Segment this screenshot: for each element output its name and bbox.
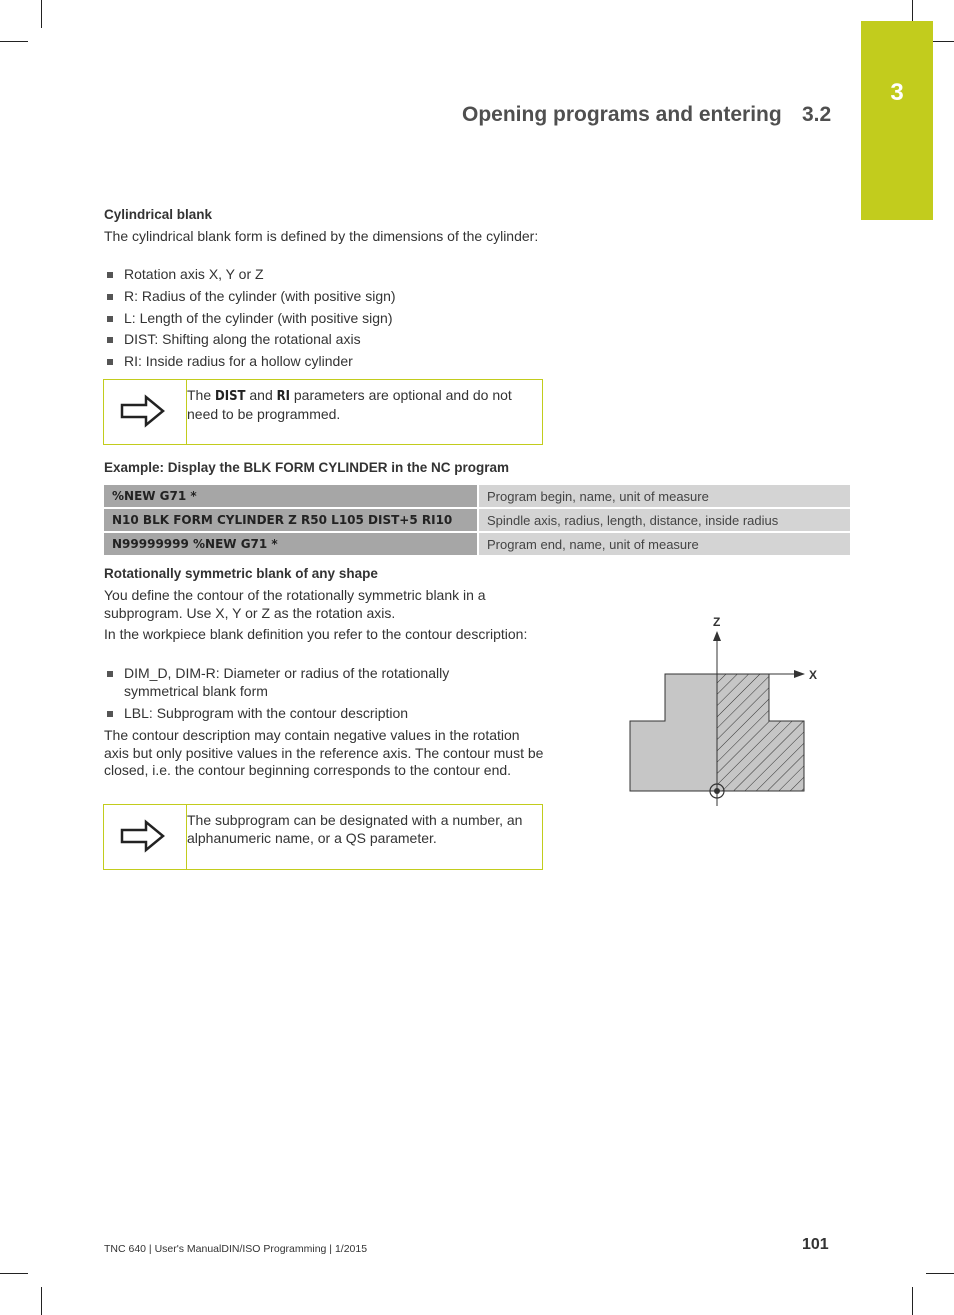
bullet-icon [107, 316, 113, 322]
page-number: 101 [802, 1236, 829, 1253]
ri-parameter: RI [276, 389, 290, 404]
bullet-icon [107, 337, 113, 343]
nc-code-cell: N10 BLK FORM CYLINDER Z R50 L105 DIST+5 RI10 [104, 509, 477, 531]
arrow-right-icon [120, 394, 166, 428]
cylindrical-intro: The cylindrical blank form is defined by the dimensions of the cylinder: [104, 228, 539, 244]
table-row [104, 485, 850, 507]
crop-mark [912, 1287, 913, 1315]
note-box [103, 804, 543, 870]
nc-code-cell: N99999999 %NEW G71 * [104, 533, 477, 555]
crop-mark [0, 41, 28, 42]
rotational-para-3: The contour description may contain negative values in the rotation axis but only positive values in the reference axis. The contour must be closed, i.e. the contour beginning corresponds to the contour end. [104, 727, 544, 778]
nc-code-cell: %NEW G71 * [104, 485, 477, 507]
bullet-icon [107, 671, 113, 677]
rotational-para-1: You define the contour of the rotationally symmetric blank in a subprogram. Use X, Y or Z as the rotation axis. [104, 587, 486, 621]
example-heading: Example: Display the BLK FORM CYLINDER in the NC program [104, 460, 510, 475]
bullet-icon [107, 359, 113, 365]
table-row [104, 533, 850, 555]
z-axis-label: Z [713, 615, 721, 629]
dist-parameter: DIST [215, 389, 246, 404]
list-item: RI: Inside radius for a hollow cylinder [104, 353, 544, 371]
x-axis-label: X [809, 668, 818, 682]
bullet-icon [107, 294, 113, 300]
blank-left-half [630, 674, 717, 791]
list-item: DIST: Shifting along the rotational axis [104, 331, 544, 349]
crop-mark [41, 1287, 42, 1315]
chapter-tab [861, 21, 933, 220]
cylindrical-heading: Cylindrical blank [104, 207, 213, 222]
list-item: R: Radius of the cylinder (with positive sign) [104, 288, 544, 306]
section-number: 3.2 [802, 103, 832, 126]
chapter-number: 3 [890, 79, 904, 106]
note-box [103, 379, 543, 445]
nc-description-cell: Program end, name, unit of measure [477, 533, 850, 555]
contour-diagram [620, 610, 820, 810]
crop-mark [0, 1273, 28, 1274]
nc-description-cell: Spindle axis, radius, length, distance, inside radius [477, 509, 850, 531]
cylindrical-bullet-list [104, 266, 544, 371]
section-title: Opening programs and entering [462, 103, 782, 126]
crop-mark [41, 0, 42, 28]
rotational-heading: Rotationally symmetric blank of any shape [104, 566, 378, 581]
blank-contour-hatched [717, 674, 804, 791]
list-item: L: Length of the cylinder (with positive sign) [104, 310, 544, 328]
list-item: Rotation axis X, Y or Z [104, 266, 544, 284]
bullet-icon [107, 272, 113, 278]
x-axis-arrowhead [794, 670, 805, 678]
footer-text: TNC 640 | User's ManualDIN/ISO Programming | 1/2015 [104, 1243, 368, 1255]
nc-program-table [104, 483, 850, 557]
note-text: The DIST and RI parameters are optional and do not need to be programmed. [187, 387, 512, 422]
z-axis-arrowhead [713, 631, 721, 641]
list-item: DIM_D, DIM-R: Diameter or radius of the rotationally symmetrical blank form [104, 665, 494, 700]
arrow-right-icon [120, 819, 166, 853]
rotational-bullet-list [104, 665, 544, 722]
note-text: The subprogram can be designated with a number, an alphanumeric name, or a QS parameter. [187, 812, 523, 846]
crop-mark [926, 1273, 954, 1274]
list-item: LBL: Subprogram with the contour description [104, 705, 544, 723]
rotational-para-2: In the workpiece blank definition you refer to the contour description: [104, 626, 528, 642]
bullet-icon [107, 711, 113, 717]
nc-description-cell: Program begin, name, unit of measure [477, 485, 850, 507]
table-row [104, 509, 850, 531]
